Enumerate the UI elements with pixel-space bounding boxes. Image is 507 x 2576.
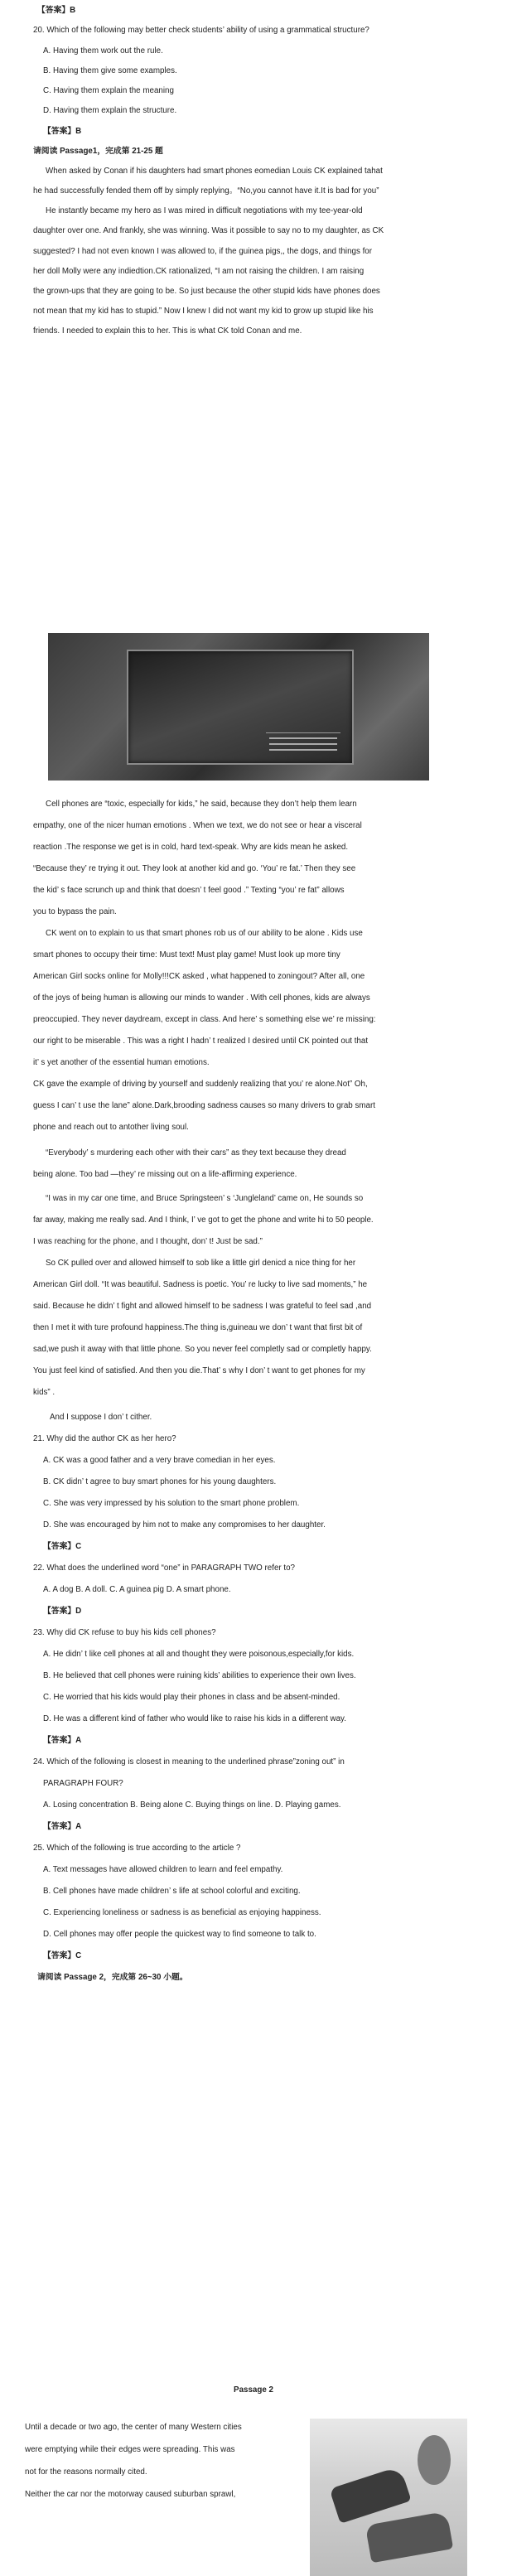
para3-line: our right to be miserable . This was a right I hadn’ t realized I desired until CK pointed out that (33, 1037, 369, 1046)
photo-car (365, 2511, 453, 2564)
option-c: C. He worried that his kids would play their phones in class and be absent-minded. (43, 1693, 340, 1702)
option-b: B. Cell phones have made children’ s life at school colorful and exciting. (43, 1887, 301, 1896)
answer-label: 【答案】A (43, 1822, 82, 1831)
para5-line: far away, making me really sad. And I think, I’ ve got to get the phone and write hi to 50 people. (33, 1216, 374, 1225)
photo-car (329, 2466, 411, 2524)
para1-line: When asked by Conan if his daughters had smart phones eomedian Louis CK explained tahat (46, 167, 383, 176)
answer-label: 【答案】A (43, 1736, 82, 1745)
para3-line: CK went on to explain to us that smart phones rob us of our ability to be alone . Kids use (46, 929, 363, 938)
para2-line: the kid’ s face scrunch up and think that doesn’ t feel good .” Texting “you’ re fat” allows (33, 886, 345, 895)
question-22: 22. What does the underlined word “one” in PARAGRAPH TWO refer to? (33, 1563, 296, 1573)
passage2-line: Neither the car nor the motorway caused suburban sprawl, (25, 2490, 236, 2499)
para5-line: “I was in my car one time, and Bruce Springsteen’ s ‘Jungleland’ came on, He sounds so (46, 1194, 364, 1203)
para3-line: American Girl socks online for Molly!!!CK asked , what happened to zoningout? After all, one (33, 972, 365, 981)
para1-line: He instantly became my hero as I was mired in difficult negotiations with my tee-year-old (46, 206, 363, 215)
question-23: 23. Why did CK refuse to buy his kids cell phones? (33, 1628, 216, 1637)
para2-line: “Because they’ re trying it out. They look at another kid and go. ‘You’ re fat.’ Then they see (33, 864, 356, 873)
para3-line: it’ s yet another of the essential human emotions. (33, 1058, 210, 1067)
para1-line: friends. I needed to explain this to her. This is what CK told Conan and me. (33, 326, 302, 336)
para1-line: he had successfully fended them off by simply replying。“No,you cannot have it.It is bad for you” (33, 186, 379, 196)
question-24-cont: PARAGRAPH FOUR? (43, 1779, 123, 1788)
option-c: C. She was very impressed by his solution to the smart phone problem. (43, 1499, 300, 1508)
para3-line: of the joys of being human is allowing our minds to wander . With cell phones, kids are always (33, 993, 370, 1003)
photo-tree (418, 2435, 451, 2485)
answer-label: 【答案】D (43, 1607, 82, 1616)
para3-line: smart phones to occupy their time: Must text! Must play game! Must look up more tiny (33, 950, 340, 959)
question-25: 25. Which of the following is true according to the article ? (33, 1844, 241, 1853)
option-d: D. Cell phones may offer people the quickest way to find someone to talk to. (43, 1930, 316, 1939)
option-a: A. CK was a good father and a very brave comedian in her eyes. (43, 1456, 276, 1465)
option-a: A. Having them work out the rule. (43, 46, 163, 56)
answer-label: 【答案】B (37, 6, 76, 15)
option-c: C. Having them explain the meaning (43, 86, 174, 95)
photo-caption-lines (266, 732, 340, 755)
question-21: 21. Why did the author CK as her hero? (33, 1434, 176, 1443)
passage2-line: were emptying while their edges were spreading. This was (25, 2445, 235, 2454)
article-photo (48, 633, 429, 781)
option-d: D. Having them explain the structure. (43, 106, 177, 115)
question-20: 20. Which of the following may better check students’ ability of using a grammatical structure? (33, 26, 369, 35)
option-c: C. Experiencing loneliness or sadness is as beneficial as enjoying happiness. (43, 1908, 321, 1917)
option-a: A. He didn’ t like cell phones at all and thought they were poisonous,especially,for kids. (43, 1650, 355, 1659)
question-24: 24. Which of the following is closest in meaning to the underlined phrase”zoning out” in (33, 1757, 345, 1766)
para7-line: And I suppose I don’ t cither. (50, 1413, 152, 1422)
para1-line: not mean that my kid has to stupid.” Now I knew I did not want my kid to grow up stupid like his (33, 307, 374, 316)
para3-line: phone and reach out to antother living soul. (33, 1123, 189, 1132)
para1-line: her doll Molly were any indiedtion.CK rationalized, “I am not raising the children. I am raising (33, 267, 365, 276)
answer-label: 【答案】B (43, 127, 82, 136)
para5-line: I was reaching for the phone, and I thought, don’ t! Just be sad.” (33, 1237, 263, 1246)
para3-line: guess I can’ t use the lane” alone.Dark,brooding sadness causes so many drivers to grab smart (33, 1101, 375, 1110)
para3-line: preoccupied. They never daydream, except in class. And here’ s something else we’ re missing: (33, 1015, 376, 1024)
passage2-heading: 请阅读 Passage 2，完成第 26~30 小题。 (37, 1973, 188, 1982)
option-line: A. Losing concentration B. Being alone C. Buying things on line. D. Playing games. (43, 1800, 341, 1810)
para6-line: kids” . (33, 1388, 56, 1397)
passage2-line: not for the reasons normally cited. (25, 2467, 147, 2477)
option-line: A. A dog B. A doll. C. A guinea pig D. A smart phone. (43, 1585, 231, 1594)
option-b: B. CK didn’ t agree to buy smart phones for his young daughters. (43, 1477, 277, 1486)
passage2-line: Until a decade or two ago, the center of many Western cities (25, 2423, 242, 2432)
photo-card (127, 650, 354, 765)
para2-line: Cell phones are “toxic, especially for kids,” he said, because they don’t help them learn (46, 800, 357, 809)
option-b: B. Having them give some examples. (43, 66, 177, 75)
para1-line: daughter over one. And frankly, she was winning. Was it possible to say no to my daughter, as CK (33, 226, 384, 235)
passage1-heading: 请阅读 Passage1，完成第 21-25 题 (33, 147, 163, 156)
para6-line: said. Because he didn’ t fight and allowed himself to be sadness I was grateful to feel sad ,and (33, 1302, 372, 1311)
para1-line: the grown-ups that they are going to be. So just because the other stupid kids have phones does (33, 287, 380, 296)
para6-line: You just feel kind of satisfied. And then you die.That’ s why I don’ t want to get phones for my (33, 1366, 365, 1375)
passage2-photo (310, 2419, 467, 2576)
option-a: A. Text messages have allowed children to learn and feel empathy. (43, 1865, 283, 1874)
para4-line: “Everybody’ s murdering each other with their cars” as they text because they dread (46, 1148, 346, 1158)
option-d: D. She was encouraged by him not to make any compromises to her daughter. (43, 1520, 326, 1530)
para2-line: reaction .The response we get is in cold, hard text-speak. Why are kids mean he asked. (33, 843, 349, 852)
answer-label: 【答案】C (43, 1951, 82, 1960)
para2-line: empathy, one of the nicer human emotions . When we text, we do not see or hear a visceral (33, 821, 362, 830)
para6-line: then I met it with ture profound happiness.The thing is,guineau we don’ t want that first bit of (33, 1323, 363, 1332)
para6-line: sad,we push it away with that little phone. So you never feel completly sad or completly happy. (33, 1345, 372, 1354)
answer-label: 【答案】C (43, 1542, 82, 1551)
para1-line: suggested? I had not even known I was allowed to, if the guinea pigs,, the dogs, and things for (33, 247, 373, 256)
para6-line: So CK pulled over and allowed himself to sob like a little girl denicd a nice thing for her (46, 1259, 356, 1268)
para2-line: you to bypass the pain. (33, 907, 117, 916)
para6-line: American Girl doll. “It was beautiful. Sadness is poetic. You’ re lucky to live sad moments,” he (33, 1280, 368, 1289)
para3-line: CK gave the example of driving by yourself and suddenly realizing that you’ re alone.Not” Oh, (33, 1080, 368, 1089)
option-b: B. He believed that cell phones were ruining kids’ abilities to experience their own lives. (43, 1671, 356, 1680)
passage2-title: Passage 2 (234, 2385, 273, 2395)
para4-line: being alone. Too bad —they’ re missing out on a life-affirming experience. (33, 1170, 297, 1179)
option-d: D. He was a different kind of father who would like to raise his kids in a different way. (43, 1714, 346, 1723)
